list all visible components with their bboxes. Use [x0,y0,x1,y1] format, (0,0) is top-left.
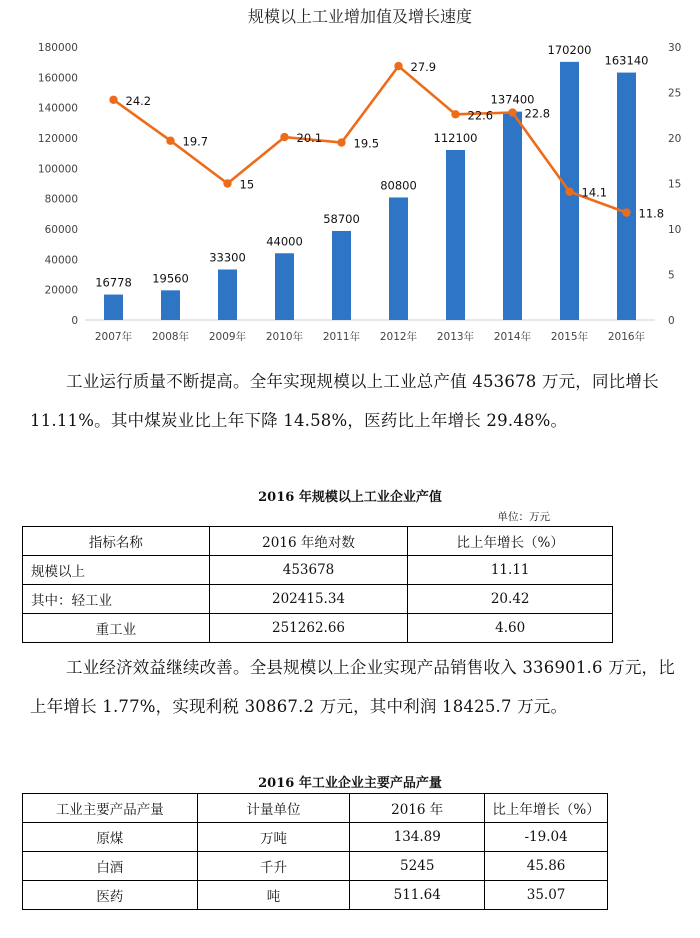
line-point [508,108,516,116]
table-row [23,614,613,643]
left-tick-label: 40000 [44,254,78,267]
table-row [23,556,613,585]
x-axis-labels [95,330,646,343]
x-tick-label: 2008年 [151,331,190,343]
enterprise-output-table [22,526,613,643]
line-point [622,208,630,216]
paragraph-industry-quality: 工业运行质量不断提高。全年实现规模以上工业总产值 453678 万元，同比增长 11.11%。其中煤炭业比上年下降 14.58%，医药比上年增长 29.48%。 [30,372,659,430]
x-tick-label: 2013年 [436,331,475,343]
line-value-label: 27.9 [410,60,437,75]
bar-value-label: 80800 [380,178,417,193]
table-cell: 5245 [350,852,485,881]
bar [446,150,465,320]
bar [503,112,522,320]
right-tick-label: 0 [668,315,675,327]
table-header-row [23,794,608,823]
table-cell: 511.64 [350,881,485,910]
table1-title: 2016 年规模以上工业企业产值 [258,490,442,505]
industrial-value-chart [0,0,700,350]
table-cell: 35.07 [485,881,608,910]
line-value-label: 20.1 [296,131,323,146]
bar-value-label: 44000 [266,234,303,249]
table-cell: 251262.66 [209,614,408,643]
x-tick-label: 2010年 [265,331,304,343]
chart-title: 规模以上工业增加值及增长速度 [247,7,473,26]
line-value-label: 14.1 [581,185,608,200]
table-cell: 45.86 [485,852,608,881]
line-value-label: 15 [239,177,255,192]
bar-value-label: 163140 [604,53,649,68]
line-value-label: 22.6 [467,108,494,123]
left-tick-label: 100000 [37,163,78,176]
right-tick-label: 25 [668,87,682,100]
line-point [280,133,288,141]
left-axis-ticks [38,42,78,327]
table-cell: 吨 [197,881,350,910]
line-point [166,137,174,145]
left-tick-label: 80000 [44,193,78,206]
bar-value-label: 170200 [547,42,592,57]
left-tick-label: 20000 [44,284,78,297]
bar [332,231,351,320]
line-value-label: 24.2 [125,93,152,108]
table-cell: 白酒 [23,852,198,881]
header-cell: 比上年增长（%） [408,527,613,556]
bar [161,290,180,320]
x-tick-label: 2014年 [493,331,532,343]
line-point [337,138,345,146]
table-cell: 20.42 [408,585,613,614]
left-tick-label: 60000 [44,224,78,236]
table-cell: 202415.34 [209,585,408,614]
table-cell: 其中：轻工业 [23,585,210,614]
right-tick-label: 20 [668,133,682,145]
header-cell: 计量单位 [197,794,350,823]
bar-value-label: 33300 [209,250,246,265]
x-tick-label: 2011年 [322,331,361,343]
x-tick-label: 2016年 [607,331,646,343]
table-cell: 医药 [23,881,198,910]
line-value-label: 22.8 [524,106,551,121]
table-row [23,852,608,881]
header-cell: 比上年增长（%） [485,794,608,823]
table-cell: 11.11 [408,556,613,585]
table-cell: 万吨 [197,823,350,852]
bar [275,253,294,320]
bar [389,197,408,320]
line-point [394,62,402,70]
x-tick-label: 2012年 [379,331,418,343]
right-axis-ticks [668,42,681,327]
table-cell: 原煤 [23,823,198,852]
bar-value-label: 137400 [490,92,535,107]
right-tick-label: 5 [668,269,675,282]
table-row [23,823,608,852]
right-tick-label: 30 [668,42,682,54]
bar-value-label: 19560 [152,271,189,286]
bar-value-label: 16778 [95,275,132,290]
line-point [451,110,459,118]
line-value-labels [126,60,665,221]
x-tick-label: 2007年 [94,331,133,343]
table-row [23,881,608,910]
left-tick-label: 160000 [37,72,78,85]
paragraph-economic-benefit: 工业经济效益继续改善。全县规模以上企业实现产品销售收入 336901.6 万元，比上年增长 1.77%，实现利税 30867.2 万元，其中利润 18425.7 万元。 [30,658,675,716]
table-cell: 453678 [209,556,408,585]
header-cell: 2016 年绝对数 [209,527,408,556]
left-tick-label: 0 [71,315,78,327]
product-output-table [22,793,608,910]
table-row [23,585,613,614]
bar [617,73,636,320]
line-value-label: 11.8 [638,206,665,221]
table1-unit: 单位：万元 [497,511,550,523]
left-tick-label: 140000 [37,102,78,115]
table-cell: 重工业 [23,614,210,643]
table-cell: 千升 [197,852,350,881]
table-cell: 4.60 [408,614,613,643]
table-cell: -19.04 [485,823,608,852]
line-point [109,96,117,104]
bar [218,269,237,320]
header-cell: 2016 年 [350,794,485,823]
line-value-label: 19.7 [182,134,209,149]
bar-value-label: 58700 [323,211,360,226]
header-cell: 指标名称 [23,527,210,556]
x-tick-label: 2015年 [550,331,589,343]
left-tick-label: 120000 [37,133,78,145]
table-header-row [23,527,613,556]
table2-title: 2016 年工业企业主要产品产量 [258,776,442,791]
bar-value-label: 112100 [433,130,478,145]
table-cell: 规模以上 [23,556,210,585]
right-tick-label: 15 [668,178,682,191]
line-point [565,187,573,195]
line-point [223,179,231,187]
header-cell: 工业主要产品产量 [23,794,198,823]
right-tick-label: 10 [668,224,682,236]
left-tick-label: 180000 [37,42,78,54]
table-cell: 134.89 [350,823,485,852]
bar [104,295,123,320]
line-value-label: 19.5 [353,136,380,151]
x-tick-label: 2009年 [208,331,247,343]
